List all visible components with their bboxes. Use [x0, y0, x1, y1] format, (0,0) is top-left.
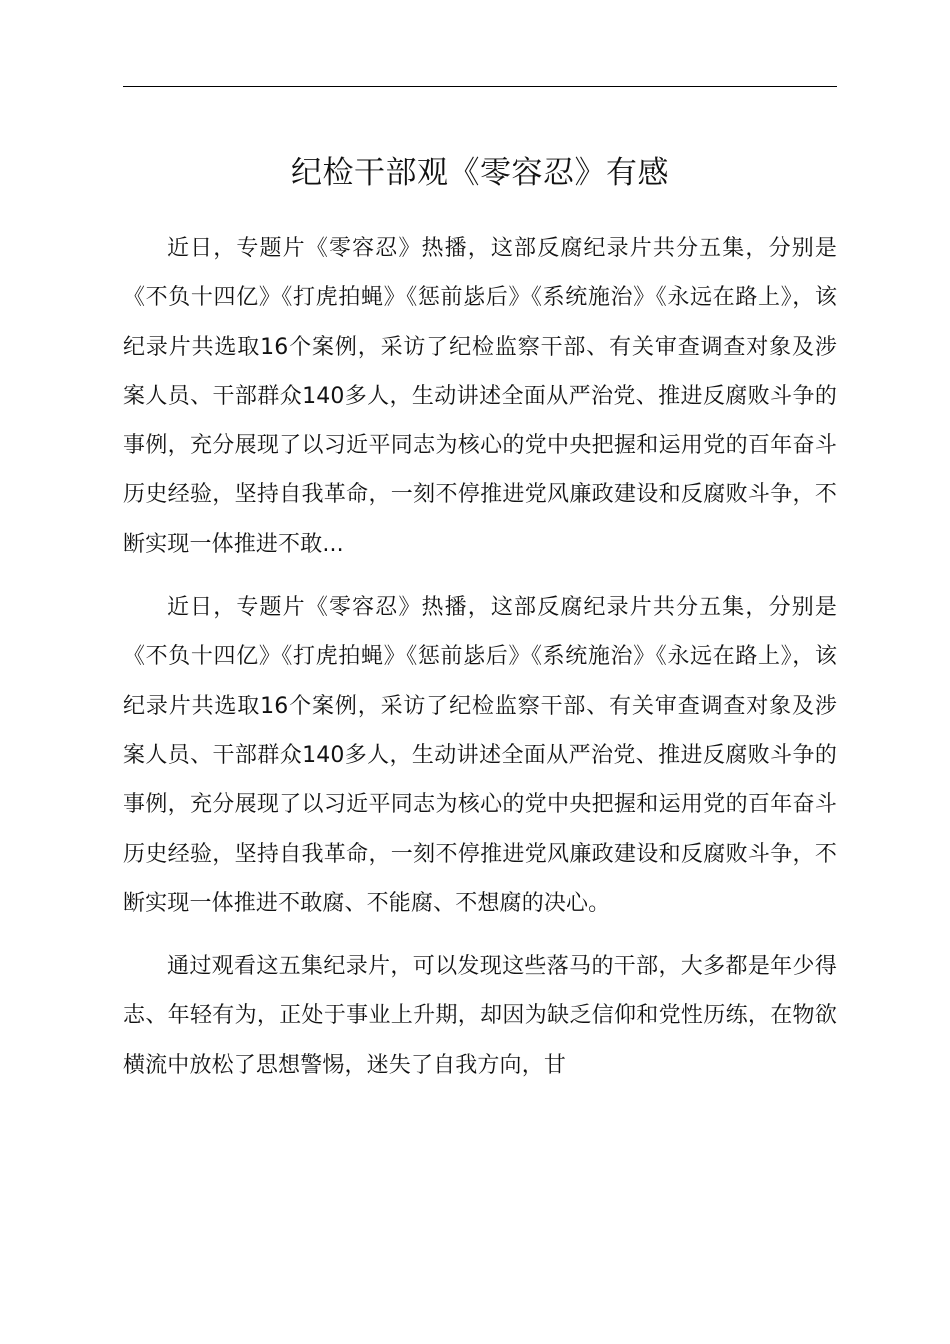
document-body: [123, 224, 837, 1104]
paragraph-3: 通过观看这五集纪录片，可以发现这些落马的干部，大多都是年少得志、年轻有为，正处于事业上升期，却因为缺乏信仰和党性历练，在物欲横流中放松了思想警惕，迷失了自我方向，甘: [123, 954, 837, 1078]
header-rule: [123, 86, 837, 87]
document-title: 纪检干部观《零容忍》有感: [291, 155, 669, 191]
paragraph-2: 近日，专题片《零容忍》热播，这部反腐纪录片共分五集，分别是《不负十四亿》《打虎拍蝇》《惩前毖后》《系统施治》《永远在路上》，该纪录片共选取16个案例，采访了纪检监察干部、有关审查调查对象及涉案人员、干部群众140多人，生动讲述全面从严治党、推进反腐败斗争的事例，充分展现了以习近平同志为核心的党中央把握和运用党的百年奋斗历史经验，坚持自我革命，一刻不停推进党风廉政建设和反腐败斗争，不断实现一体推进不敢腐、不能腐、不想腐的决心。: [123, 595, 837, 916]
paragraph-1: 近日，专题片《零容忍》热播，这部反腐纪录片共分五集，分别是《不负十四亿》《打虎拍蝇》《惩前毖后》《系统施治》《永远在路上》，该纪录片共选取16个案例，采访了纪检监察干部、有关审查调查对象及涉案人员、干部群众140多人，生动讲述全面从严治党、推进反腐败斗争的事例，充分展现了以习近平同志为核心的党中央把握和运用党的百年奋斗历史经验，坚持自我革命，一刻不停推进党风廉政建设和反腐败斗争，不断实现一体推进不敢...: [123, 236, 837, 557]
